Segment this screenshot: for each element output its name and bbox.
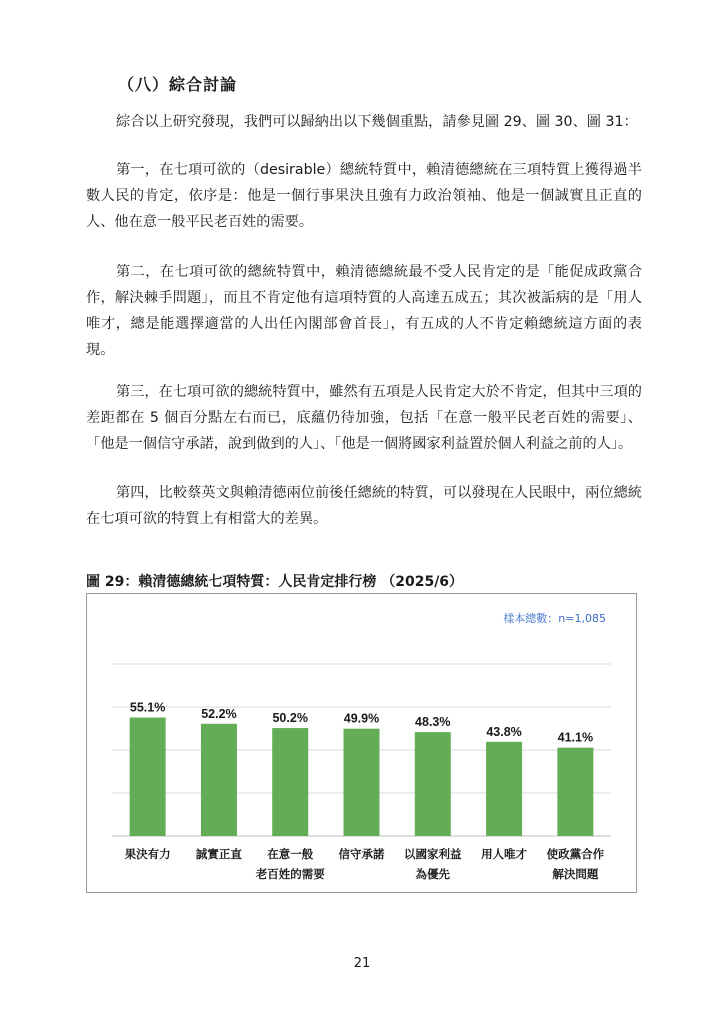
data-label: 55.1% [129,700,166,715]
bar [486,742,522,836]
data-label: 50.2% [272,711,308,726]
bar [130,718,166,836]
category-label-line: 用人唯才 [481,847,528,861]
category-label [324,844,400,864]
bar [557,748,593,836]
category-label-line: 在意一般 [267,847,314,861]
category-label [181,844,257,864]
category-label-line: 解決問題 [552,867,599,881]
category-label-line: 為優先 [415,867,451,881]
data-label: 52.2% [201,706,237,721]
paragraph-third-point: 第三，在七項可欲的總統特質中，雖然有五項是人民肯定大於不肯定，但其中三項的差距都在 5 個百分點左右而已，底蘊仍待加強，包括「在意一般平民老百姓的需要」、「他是一個信守承諾，說到做到的人」、「他是一個將國家利益置於個人利益之前的人」。 [86,384,642,452]
data-label: 49.9% [343,711,380,726]
category-label [466,844,542,864]
bar-chart [86,593,637,893]
paragraph-first-point: 第一，在七項可欲的（desirable）總統特質中，賴清德總統在三項特質上獲得過半數人民的肯定，依序是：他是一個行事果決且強有力政治領袖、他是一個誠實且正直的人、他在意一般平民老百姓的需要。 [86,162,642,230]
data-label: 48.3% [415,715,451,730]
category-label-line: 信守承諾 [338,847,385,861]
section-heading: （八）綜合討論 [118,75,238,94]
category-label-line: 使政黨合作 [546,847,605,861]
category-label-line: 老百姓的需要 [255,867,325,881]
category-label-line: 果決有力 [124,847,171,861]
category-label [110,844,186,864]
bar [415,732,451,836]
paragraph-second-point: 第二，在七項可欲的總統特質中，賴清德總統最不受人民肯定的是「能促成政黨合作，解決棘手問題」，而且不肯定他有這項特質的人高達五成五；其次被詬病的是「用人唯才，總是能選擇適當的人出任內閣部會首長」，有五成的人不肯定賴總統這方面的表現。 [86,264,642,358]
page-number: 21 [353,956,371,971]
data-label: 41.1% [557,730,594,745]
category-label [252,844,328,884]
figure-caption: 圖 29：賴清德總統七項特質：人民肯定排行榜 （2025/6） [86,574,464,590]
data-label: 43.8% [486,724,522,739]
bar [201,724,237,836]
category-label [537,844,613,884]
category-label [395,844,471,884]
paragraph-fourth-point: 第四，比較蔡英文與賴清德兩位前後任總統的特質，可以發現在人民眼中，兩位總統在七項可欲的特質上有相當大的差異。 [86,485,642,527]
category-label-line: 誠實正直 [195,847,242,861]
category-label-line: 以國家利益 [404,847,462,861]
bar [272,728,308,836]
paragraph-intro: 綜合以上研究發現，我們可以歸納出以下幾個重點，請參見圖 29、圖 30、圖 31： [116,114,638,130]
sample-size-note: 樣本總數：n=1,085 [503,612,606,625]
bar [344,729,380,836]
